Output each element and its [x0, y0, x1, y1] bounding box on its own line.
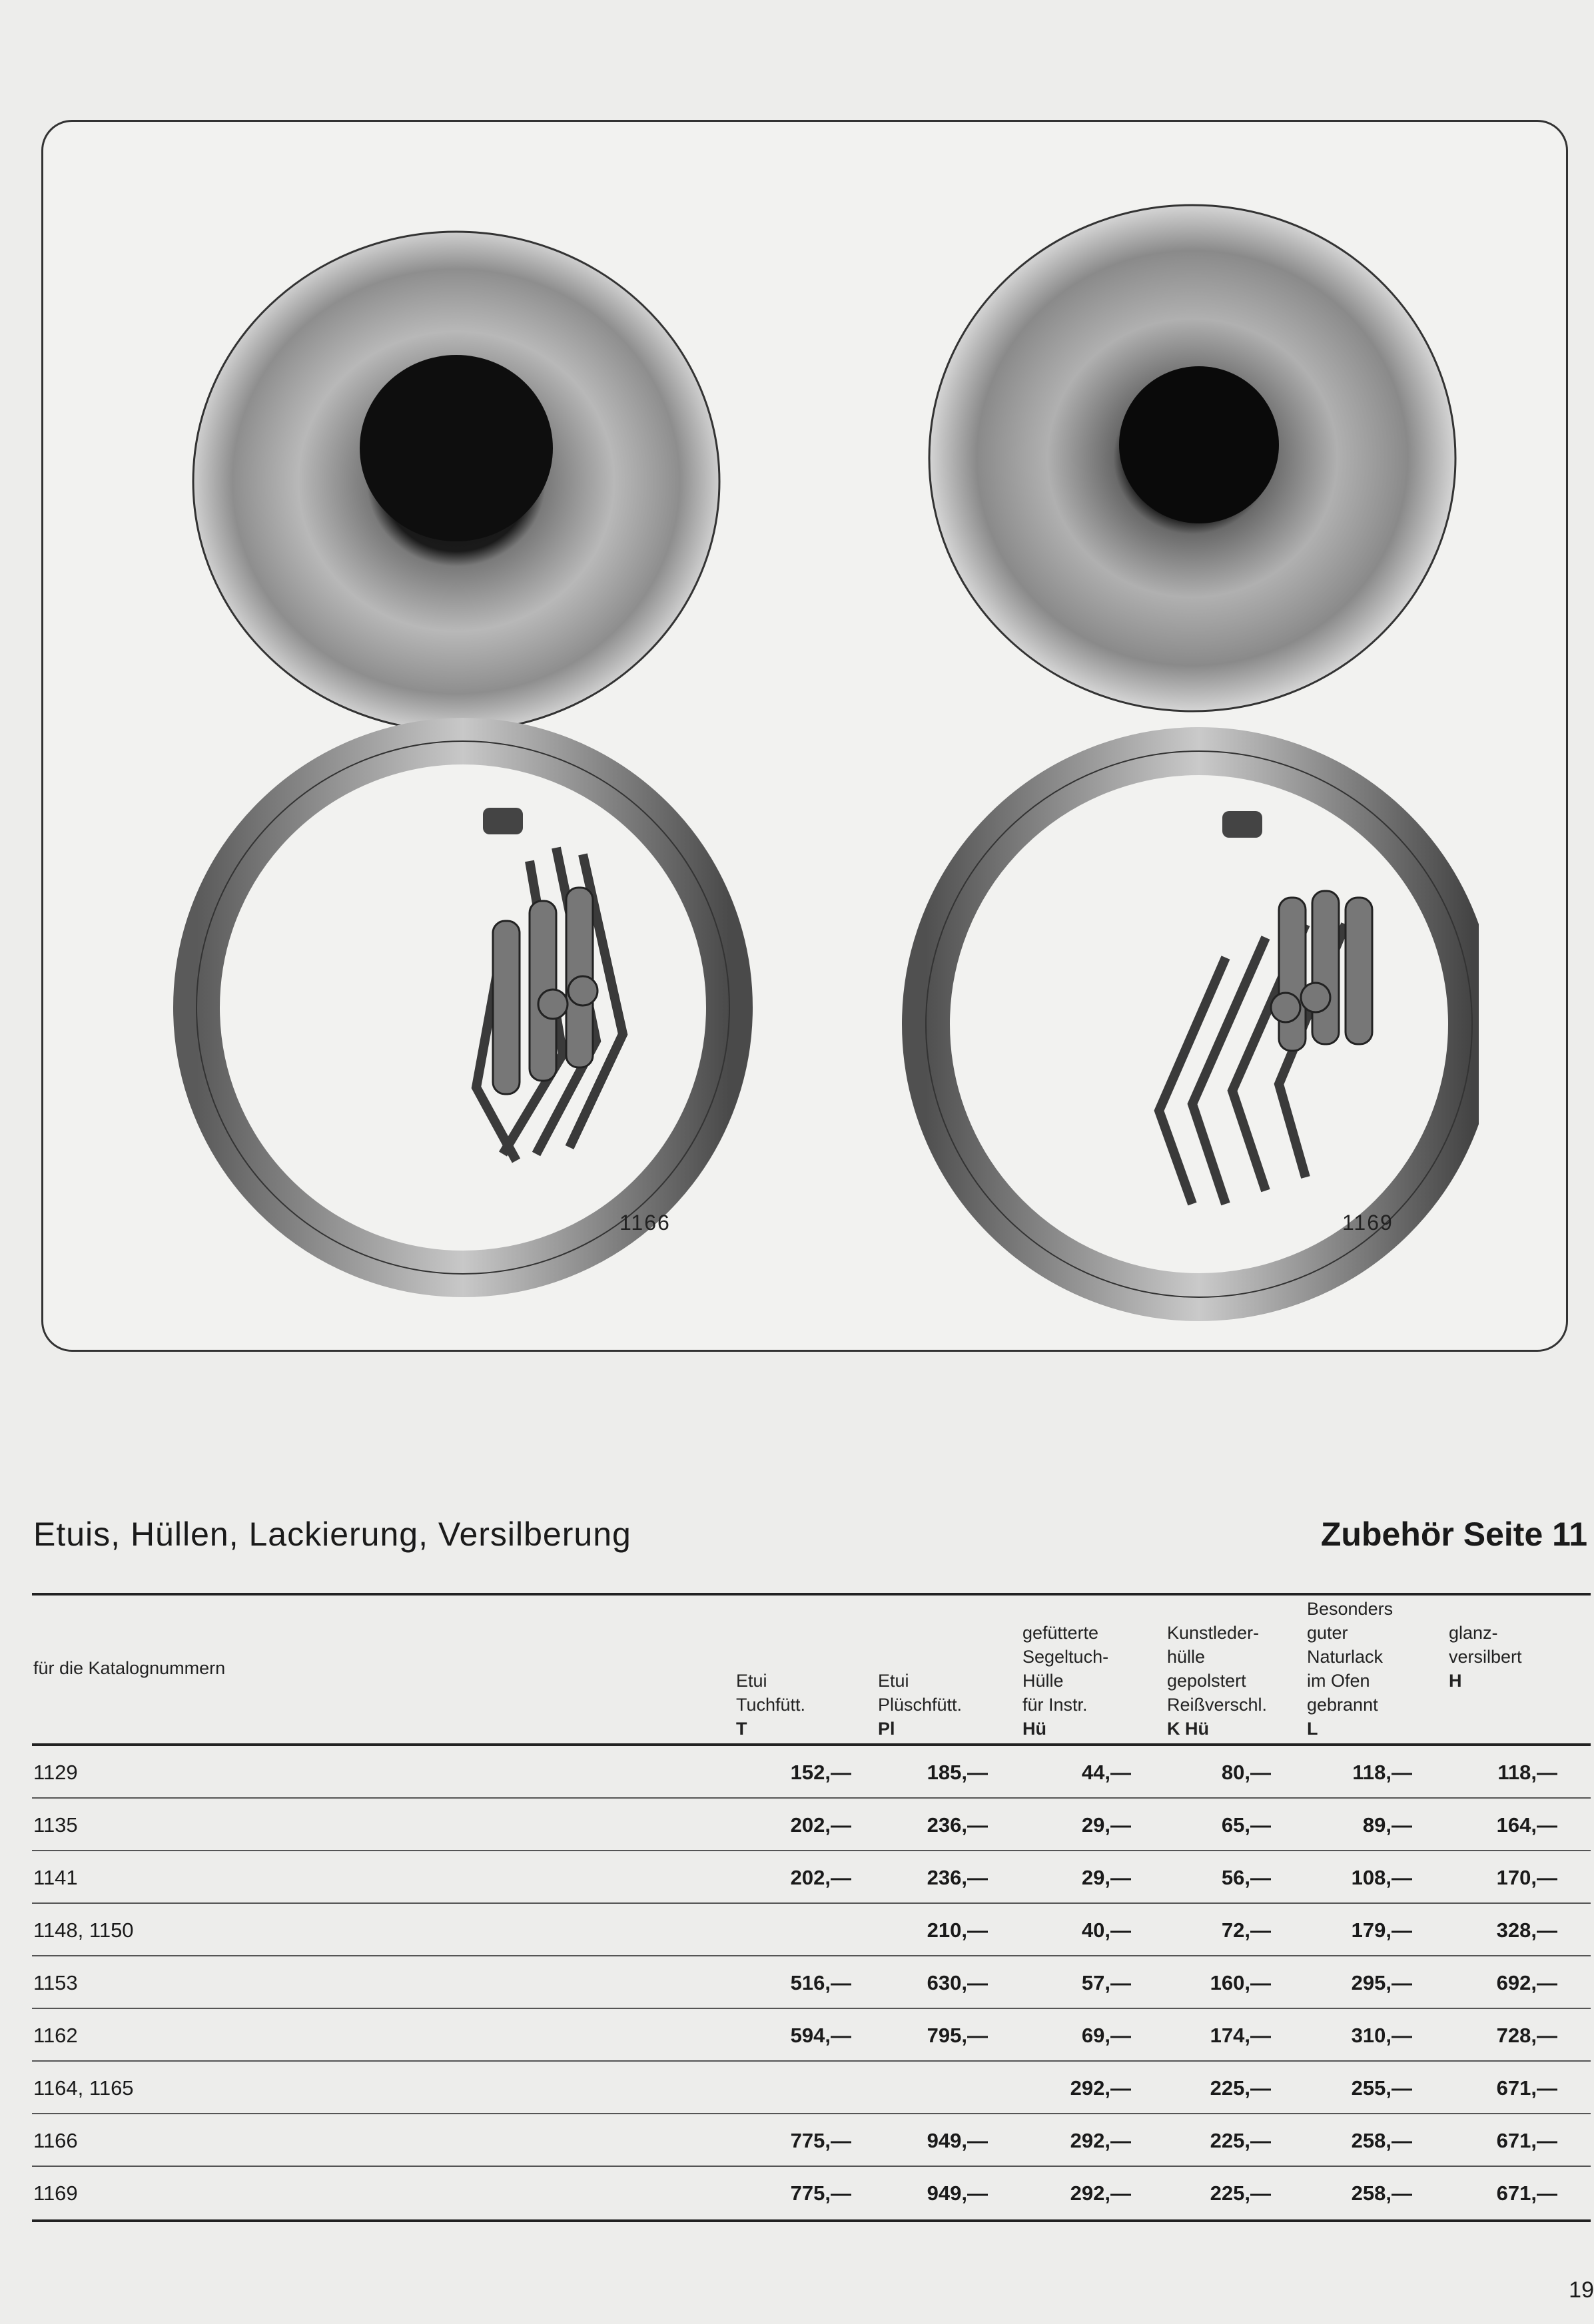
table-row: 1135 202,— 236,— 29,— 65,— 89,— 164,— [32, 1799, 1591, 1851]
table-bottom-rule [32, 2219, 1591, 2222]
column-header-khue: Kunstleder- hülle gepolstert Reißverschl. K Hü [1167, 1623, 1268, 1739]
section-title: Etuis, Hüllen, Lackierung, Versilberung [33, 1516, 631, 1553]
accessories-page-reference: Zubehör Seite 11 [1320, 1516, 1587, 1553]
table-row: 1166 775,— 949,— 292,— 225,— 258,— 671,— [32, 2114, 1591, 2167]
table-row: 1169 775,— 949,— 292,— 225,— 258,— 671,— [33, 2181, 1557, 2205]
sousaphone-1166-image [157, 222, 756, 1327]
column-header-l: Besonders guter Naturlack im Ofen gebrannt L [1307, 1599, 1394, 1739]
table-row: 1141 202,— 236,— 29,— 56,— 108,— 170,— [32, 1851, 1591, 1904]
table-row: 1164, 1165 292,— 225,— 255,— 671,— [32, 2062, 1591, 2114]
column-header-hue: gefütterte Segeltuch- Hülle für Instr. Hü [1022, 1623, 1109, 1739]
page-number: 19 [1569, 2277, 1594, 2303]
table-row: 1162 594,— 795,— 69,— 174,— 310,— 728,— [32, 2009, 1591, 2062]
caption-1166: 1166 [619, 1211, 671, 1235]
table-top-rule [32, 1593, 1591, 1596]
table-row: 1153 516,— 630,— 57,— 160,— 295,— 692,— [32, 1956, 1591, 2009]
column-header-t: Etui Tuchfütt. T [736, 1671, 806, 1739]
table-row: 1129 152,— 185,— 44,— 80,— 118,— 118,— [32, 1746, 1591, 1799]
sousaphone-1169-image [879, 192, 1479, 1324]
table-row: 1148, 1150 210,— 40,— 72,— 179,— 328,— [32, 1904, 1591, 1956]
column-header-h: glanz- versilbert H [1449, 1623, 1522, 1691]
column-header-pl: Etui Plüschfütt. Pl [878, 1671, 963, 1739]
row-header-label: für die Katalognummern [33, 1658, 226, 1678]
photo-frame [41, 120, 1568, 1352]
caption-1169: 1169 [1342, 1211, 1394, 1235]
